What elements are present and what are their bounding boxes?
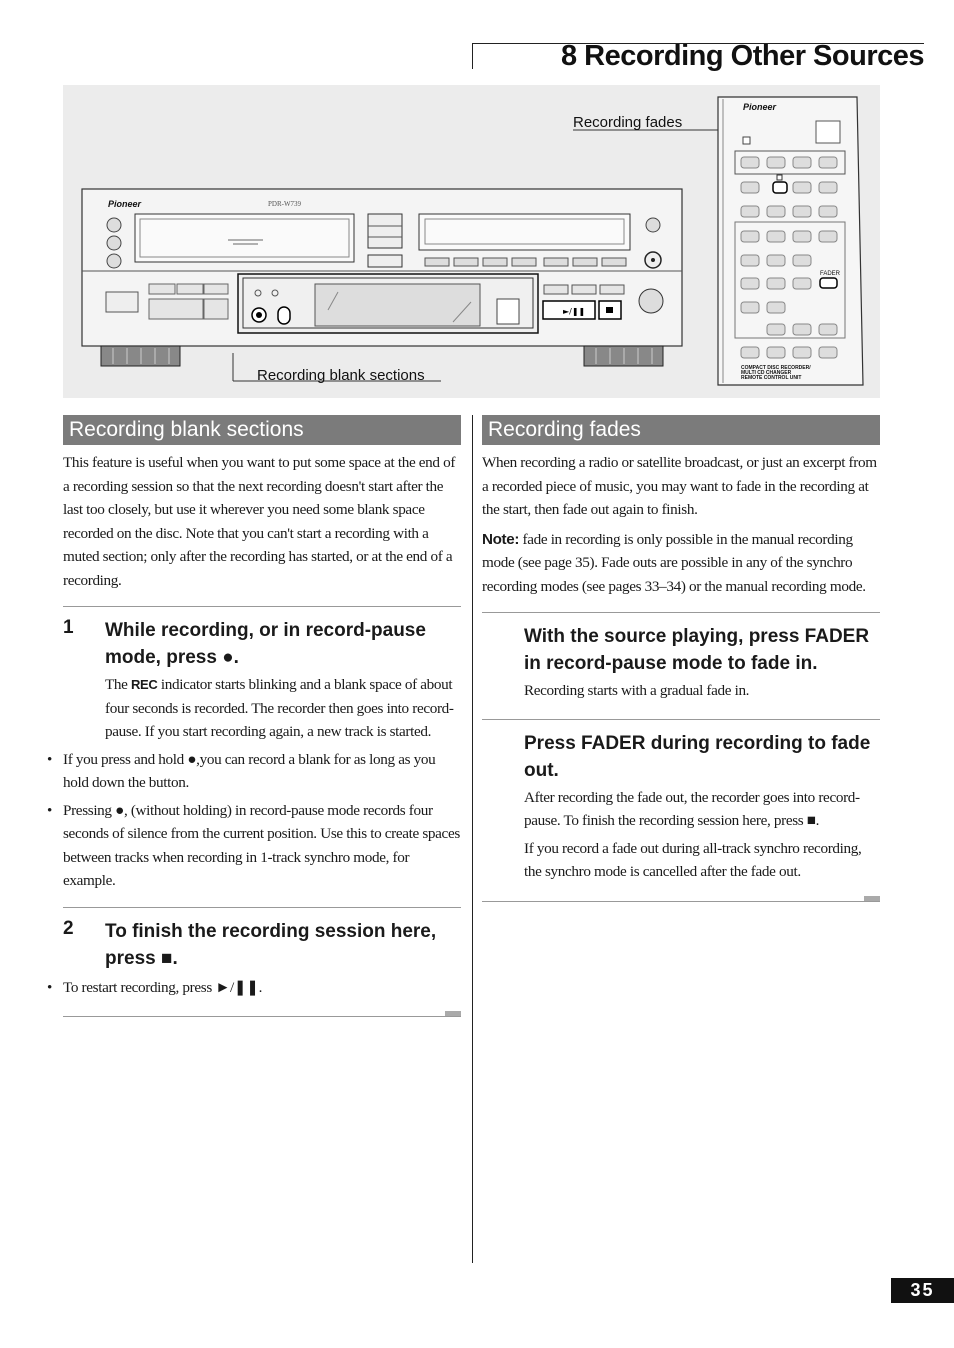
step-title: With the source playing, press FADER in record-pause mode to fade in. xyxy=(524,626,870,674)
step-body-pre: The xyxy=(105,676,132,693)
remote-brand-logo: Pioneer xyxy=(743,102,777,112)
header-rule-vertical xyxy=(472,43,473,69)
remote-caption-line2: MULTI CD CHANGER xyxy=(741,370,792,376)
fades-intro-paragraph: When recording a radio or satellite broadcast, or just an excerpt from a recorded piece of music, you may want to fade in the recording at the start, then fade out again to finish. xyxy=(482,454,877,518)
callout-recording-blank-sections: Recording blank sections xyxy=(257,367,425,384)
remote-fader-label: FADER xyxy=(820,271,841,277)
step-fade-out xyxy=(482,730,880,884)
divider xyxy=(482,612,880,613)
bullet-item: • To restart recording, press ►/❚❚. xyxy=(63,976,461,1000)
column-divider xyxy=(472,415,473,1263)
step-number: 1 xyxy=(63,617,74,638)
step-bullets xyxy=(63,748,461,893)
divider xyxy=(482,719,880,720)
section-recording-blank xyxy=(63,415,461,1021)
page-number: 35 xyxy=(891,1278,954,1303)
divider xyxy=(63,606,461,607)
step-title: To finish the recording session here, press ■. xyxy=(105,920,437,969)
section-title-blank: Recording blank sections xyxy=(63,415,461,445)
rec-indicator-label: REC xyxy=(131,677,158,692)
section-recording-fades xyxy=(482,415,880,906)
recorder-and-remote-drawing xyxy=(63,85,880,398)
blank-intro-paragraph: This feature is useful when you want to put some space at the end of a recording session so that the next recording doesn't start after the last too closely, but use it wherever you need some blank space recorded on the disc. Note that you can't start a recording with a muted section; only after the recording has started, or at the end of a recording. xyxy=(63,454,456,589)
step-body: After recording the fade out, the recorder goes into record-pause. To finish the recording session here, press ■. xyxy=(524,788,860,829)
divider xyxy=(63,1016,461,1017)
svg-text:►/❚❚: ►/❚❚ xyxy=(563,307,586,316)
divider xyxy=(63,907,461,908)
deck-model-label: PDR-W739 xyxy=(268,200,302,208)
page-title: 8 Recording Other Sources xyxy=(561,40,924,72)
note-text: fade in recording is only possible in the manual recording mode (see page 35). Fade outs are possible in any of the synchro recording modes (see pages 33–34) or the manual recording mode. xyxy=(482,530,866,595)
deck-brand-logo: Pioneer xyxy=(108,199,142,209)
step-number: 2 xyxy=(63,917,74,939)
step-title: Press FADER during recording to fade out. xyxy=(524,732,871,781)
note-label: Note: xyxy=(482,530,520,548)
fades-note xyxy=(482,528,880,599)
step-fade-in xyxy=(482,623,880,703)
step-2 xyxy=(63,918,461,1000)
step-body: If you record a fade out during all-track synchro recording, the synchro mode is cancelled after the fade out. xyxy=(524,839,862,880)
remote-caption-line1: COMPACT DISC RECORDER/ xyxy=(741,365,811,371)
step-1 xyxy=(63,617,461,893)
bullet-item: • If you press and hold ●,you can record a blank for as long as you hold down the button. xyxy=(63,748,461,795)
step-body: Recording starts with a gradual fade in. xyxy=(524,682,750,699)
section-title-fades: Recording fades xyxy=(482,415,880,445)
remote-caption-line3: REMOTE CONTROL UNIT xyxy=(741,375,802,381)
device-illustration xyxy=(63,85,880,398)
step-body-post: indicator starts blinking and a blank space of about four seconds is recorded. The recorder then goes into record-pause. If you start recording again, a new track is started. xyxy=(105,676,454,740)
step-bullets xyxy=(63,976,461,1000)
step-body xyxy=(105,673,461,744)
callout-recording-fades: Recording fades xyxy=(573,114,683,131)
bullet-item: • Pressing ●, (without holding) in record-pause mode records four seconds of silence from the current position. Use this to create spaces between tracks when recording in 1-track synchro mode, for example. xyxy=(63,799,461,893)
step-title: While recording, or in record-pause mode, press ●. xyxy=(105,620,426,668)
divider xyxy=(482,901,880,902)
